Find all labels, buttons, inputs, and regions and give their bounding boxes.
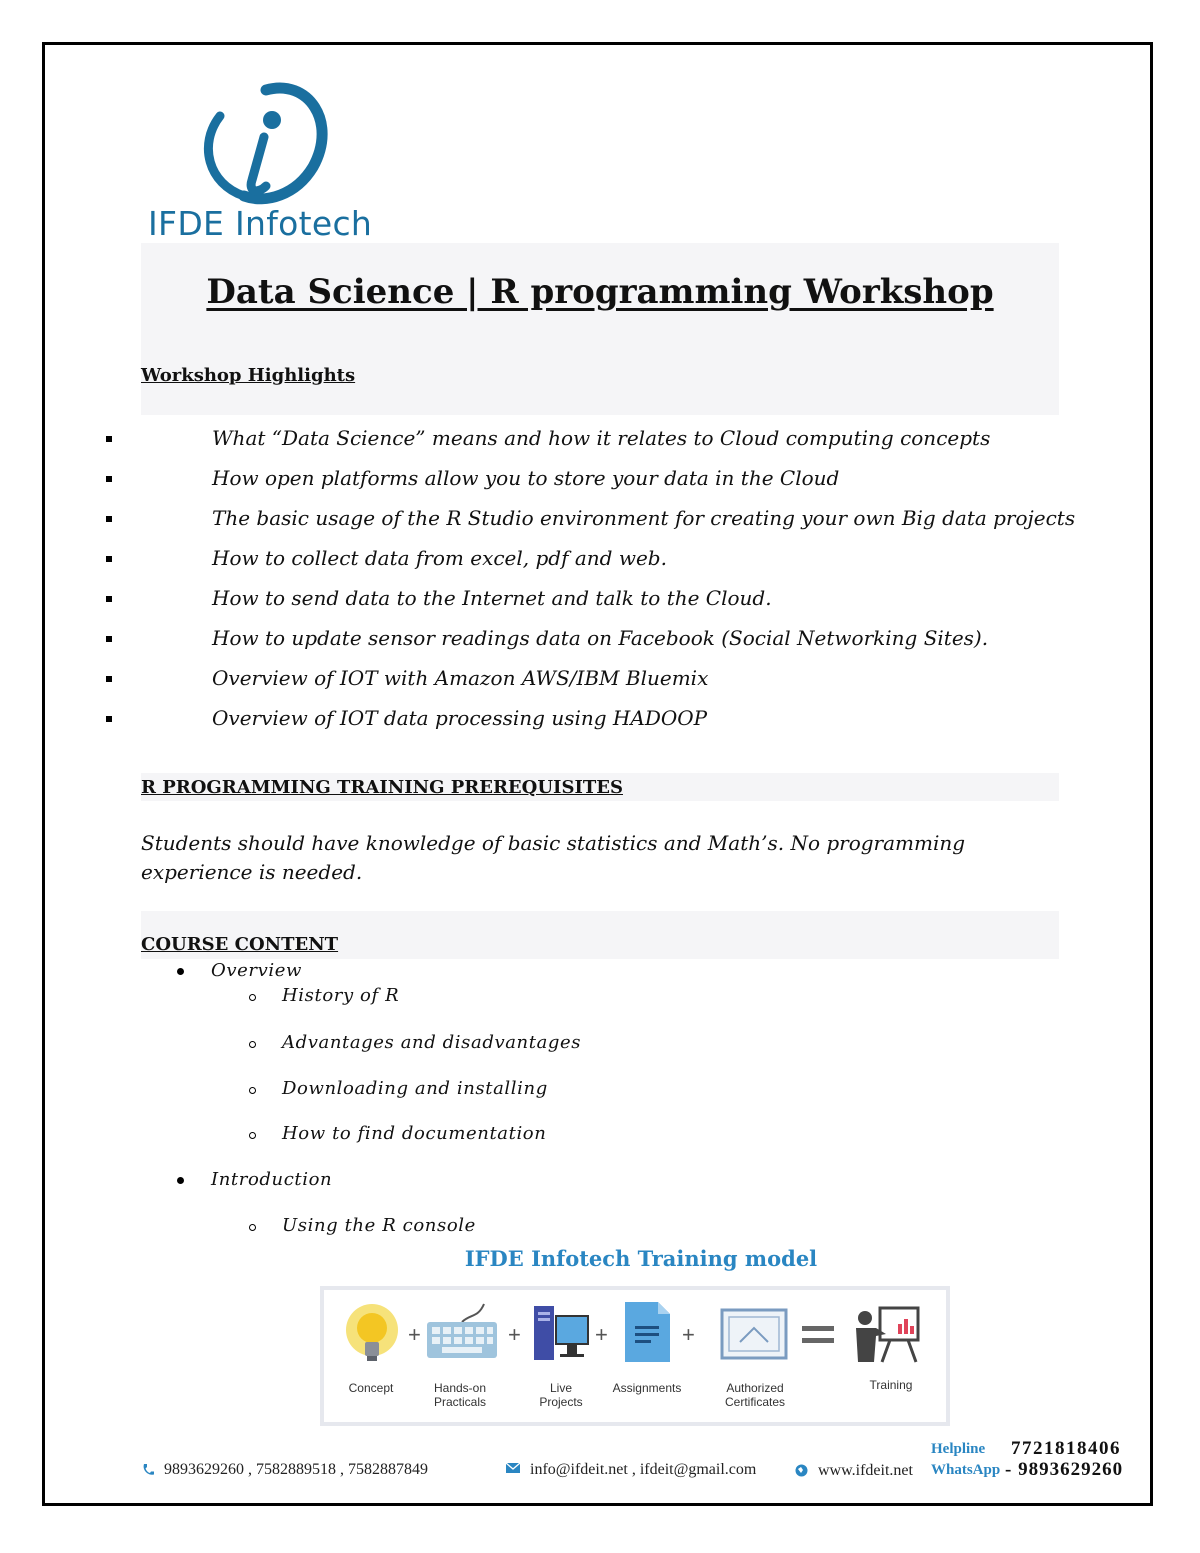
plus-sign: + [408, 1322, 421, 1347]
circle-bullet-icon [249, 1041, 256, 1048]
footer-emails[interactable]: info@ifdeit.net , ifdeit@gmail.com [530, 1461, 757, 1478]
email-icon [506, 1463, 520, 1473]
list-item: How to collect data from excel, pdf and web. [0, 546, 1200, 586]
document-icon [625, 1302, 670, 1362]
brand-name: IFDE Infotech [148, 204, 373, 243]
list-item: How open platforms allow you to store your data in the Cloud [0, 466, 1200, 506]
prerequisites-text: Students should have knowledge of basic statistics and Math’s. No programming experience is needed. [141, 831, 966, 884]
topic-overview: Overview [211, 960, 302, 981]
step-label-assignments: Assignments [612, 1381, 682, 1395]
certificate-icon [722, 1310, 786, 1358]
footer-phones: 9893629260 , 7582889518 , 7582887849 [164, 1461, 428, 1478]
list-item: Advantages and disadvantages [282, 1032, 582, 1053]
header-shading [141, 243, 1059, 415]
phone-icon [141, 1463, 155, 1477]
whatsapp-label: WhatsApp [931, 1462, 1001, 1478]
square-bullet-icon [106, 596, 112, 602]
list-item: What “Data Science” means and how it relates to Cloud computing concepts [0, 426, 1200, 466]
helpline-number: 7721818406 [1011, 1438, 1121, 1459]
page-title: Data Science | R programming Workshop [206, 272, 994, 312]
step-label-concept: Concept [348, 1381, 394, 1395]
step-label-training: Training [869, 1378, 913, 1392]
svg-text:+: + [508, 1322, 521, 1347]
bullet-icon [177, 1177, 184, 1184]
list-item: The basic usage of the R Studio environment for creating your own Big data projects [0, 506, 1200, 546]
keyboard-icon [427, 1304, 497, 1358]
circle-bullet-icon [249, 1224, 256, 1231]
bullet-icon [177, 968, 184, 975]
list-item: How to update sensor readings data on Facebook (Social Networking Sites). [0, 626, 1200, 666]
list-item: How to send data to the Internet and talk to the Cloud. [0, 586, 1200, 626]
square-bullet-icon [106, 476, 112, 482]
footer-website[interactable]: www.ifdeit.net [818, 1462, 913, 1479]
helpline-label: Helpline [931, 1441, 986, 1457]
square-bullet-icon [106, 436, 112, 442]
course-content-heading: COURSE CONTENT [141, 934, 339, 955]
whatsapp-number: - 9893629260 [1005, 1459, 1124, 1480]
circle-bullet-icon [249, 994, 256, 1001]
list-item: History of R [282, 985, 400, 1006]
list-item: Overview of IOT with Amazon AWS/IBM Bluemix [0, 666, 1200, 706]
step-label-certificates: Authorized Certificates [724, 1381, 786, 1409]
circle-bullet-icon [249, 1132, 256, 1139]
prerequisites-heading: R PROGRAMMING TRAINING PREREQUISITES [141, 777, 623, 798]
circle-bullet-icon [249, 1087, 256, 1094]
topic-introduction: Introduction [211, 1169, 333, 1190]
highlights-list [0, 426, 1200, 746]
globe-icon [795, 1464, 808, 1477]
list-item: Downloading and installing [282, 1078, 548, 1099]
svg-text:+: + [595, 1322, 608, 1347]
training-model-title: IFDE Infotech Training model [464, 1246, 818, 1271]
equals-sign [802, 1326, 834, 1343]
svg-text:+: + [682, 1322, 695, 1347]
list-item: Using the R console [282, 1215, 476, 1236]
step-label-practicals: Hands-on Practicals [433, 1381, 487, 1409]
square-bullet-icon [106, 636, 112, 642]
square-bullet-icon [106, 676, 112, 682]
highlights-heading: Workshop Highlights [141, 365, 356, 386]
square-bullet-icon [106, 716, 112, 722]
list-item: Overview of IOT data processing using HADOOP [0, 706, 1200, 746]
presentation-icon [856, 1308, 918, 1362]
list-item: How to find documentation [282, 1123, 547, 1144]
square-bullet-icon [106, 556, 112, 562]
square-bullet-icon [106, 516, 112, 522]
computer-icon [534, 1306, 588, 1360]
step-label-projects: Live Projects [539, 1381, 583, 1409]
lightbulb-icon [346, 1304, 398, 1361]
